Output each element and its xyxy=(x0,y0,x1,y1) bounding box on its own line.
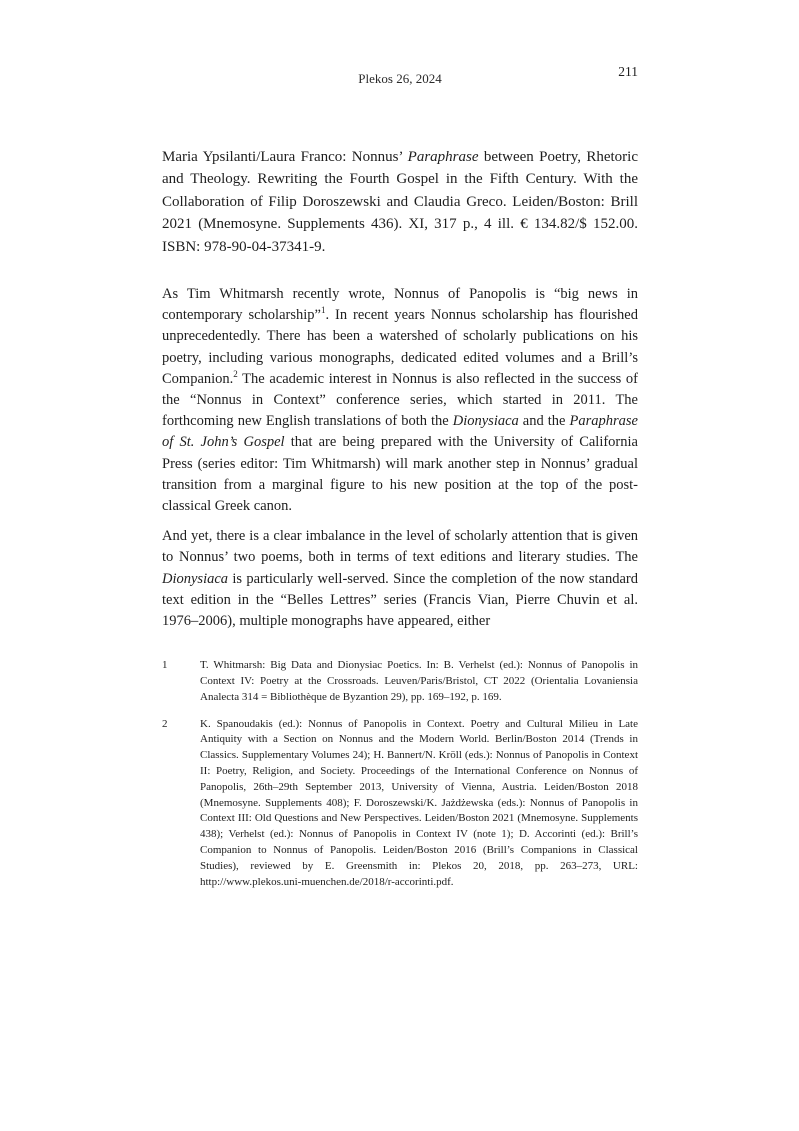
journal-header: Plekos 26, 2024 xyxy=(358,71,442,86)
page-number: 211 xyxy=(618,64,638,79)
text-run: And yet, there is a clear imbalance in the level of scholarly attention that is given to Nonnus’ two poems, both in terms of text editions and literary studies. The xyxy=(162,528,638,566)
text-run: is particularly well-served. Since the completion of the now standard text edition in the “Belles Lettres” series (Francis Vian, Pierre Chuvin et al. 1976–2006), multiple monographs have appeared, either xyxy=(162,570,638,630)
body-paragraph xyxy=(162,526,638,632)
text-run: As Tim Whitmarsh recently wrote, Nonnus of Panopolis is “big news in contemporary scholarship” xyxy=(162,286,638,324)
italic-work-title: Paraphrase xyxy=(407,149,479,165)
text-run: and the xyxy=(518,413,570,430)
text-run: Maria Ypsilanti/Laura Franco: Nonnus’ xyxy=(162,149,408,165)
italic-work-title: Paraphrase of St. John’s Gospel xyxy=(162,413,638,451)
footnote-ref-marker: 1 xyxy=(320,305,326,316)
footnote xyxy=(162,717,638,891)
text-run: . xyxy=(450,875,454,888)
text-run: T. Whitmarsh: Big Data and Dionysiac Poetics. In: B. Verhelst (ed.): Nonnus of Panopolis in Context IV: Poetry at the Crossroads. Leuven/Paris/Bristol, CT 2022 (Orientalia Lovaniensia Analecta 314 = Bibliothèque de Byzantion 29), pp. 169–192, p. 169. xyxy=(200,659,638,703)
review-paragraphs xyxy=(162,284,638,632)
text-run: between Poetry, Rhetoric and Theology. Rewriting the Fourth Gospel in the Fifth Century. With the Collaboration of Filip Doroszewski and Claudia Greco. Leiden/Boston: Brill 2021 (Mnemosyne. Supplements 436). XI, 317 p., 4 ill. € 134.82/$ 152.00. ISBN: 978-90-04-37341-9. xyxy=(162,149,638,255)
text-run: that are being prepared with the University of California Press (series editor: Tim Whitmarsh) will mark another step in Nonnus’ gradual transition from a marginal figure to his new position at the top of the post-classical Greek canon. xyxy=(162,434,638,515)
running-head xyxy=(162,64,638,87)
text-run: K. Spanoudakis (ed.): Nonnus of Panopolis in Context. Poetry and Cultural Milieu in Late Antiquity with a Section on Nonnus and the Modern World. Berlin/Boston 2014 (Trends in Classics. Supplementary Volumes 24); H. Bannert/N. Kröll (eds.): Nonnus of Panopolis in Context II: Poetry, Religion, and Society. Proceedings of the International Conference on Nonnus of Panopolis, 26th–29th September 2013, University of Vienna, Austria. Leiden/Boston 2018 (Mnemosyne. Supplements 408); F. Doroszewski/K. Jażdżewska (eds.): Nonnus of Panopolis in Context III: Old Questions and New Perspectives. Leiden/Boston 2021 (Mnemosyne. Supplements 438); Verhelst (ed.): Nonnus of Panopolis in Context IV (note 1); D. Accorinti (ed.): Brill’s Companion to Nonnus of Panopolis. Leiden/Boston 2016 (Brill’s Companions in Classical Studies), reviewed by E. Greensmith in: Plekos 20, 2018, pp. 263–273, URL: xyxy=(200,717,638,872)
italic-work-title: Dionysiaca xyxy=(162,570,229,587)
review-bibliographic-heading xyxy=(162,146,638,258)
page-content xyxy=(162,146,638,901)
footnote-section xyxy=(162,658,638,890)
footnote-text xyxy=(200,717,638,891)
text-run: The academic interest in Nonnus is also reflected in the success of the “Nonnus in Context” conference series, which started in 2011. The forthcoming new English translations of both the xyxy=(162,370,638,430)
footnote-number: 1 xyxy=(162,659,168,672)
italic-work-title: Dionysiaca xyxy=(452,413,519,430)
footnote-number: 2 xyxy=(162,717,168,730)
text-run: . In recent years Nonnus scholarship has flourished unprecedentedly. There has been a watershed of scholarly publications on his poetry, including various monographs, dedicated edited volumes and a Brill’s Companion. xyxy=(162,307,638,387)
footnote-text xyxy=(200,658,638,705)
footnote-ref-marker: 2 xyxy=(233,369,238,380)
body-paragraph xyxy=(162,284,638,517)
plekos-review-url: http://www.plekos.uni-muenchen.de/2018/r-accorinti.pdf xyxy=(200,875,451,888)
footnote xyxy=(162,658,638,705)
